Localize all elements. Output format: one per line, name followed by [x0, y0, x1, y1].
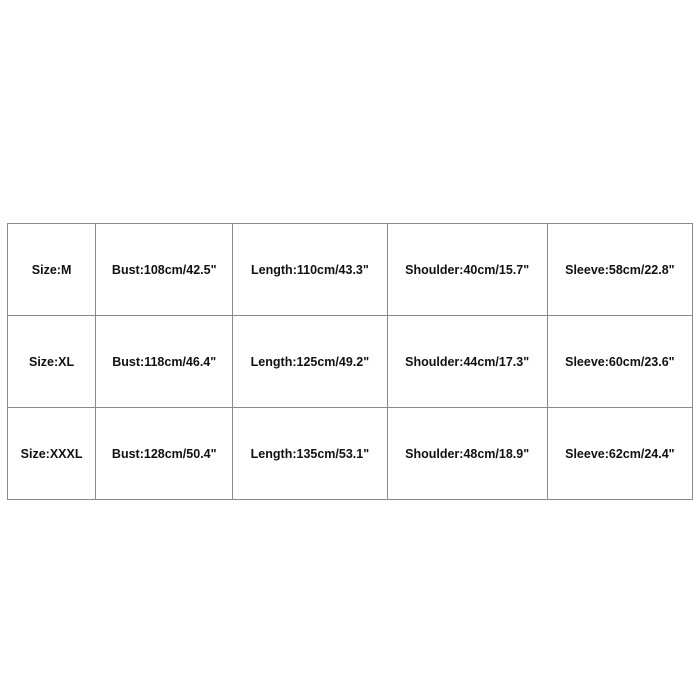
table-row: [8, 408, 693, 500]
bust-cell: Bust:118cm/46.4": [96, 316, 233, 408]
length-cell: Length:125cm/49.2": [233, 316, 387, 408]
size-cell: Size:M: [8, 224, 96, 316]
shoulder-cell: Shoulder:44cm/17.3": [387, 316, 547, 408]
bust-cell: Bust:128cm/50.4": [96, 408, 233, 500]
shoulder-cell: Shoulder:48cm/18.9": [387, 408, 547, 500]
length-cell: Length:135cm/53.1": [233, 408, 387, 500]
sleeve-cell: Sleeve:62cm/24.4": [547, 408, 692, 500]
length-cell: Length:110cm/43.3": [233, 224, 387, 316]
size-cell: Size:XXXL: [8, 408, 96, 500]
size-cell: Size:XL: [8, 316, 96, 408]
sleeve-cell: Sleeve:58cm/22.8": [547, 224, 692, 316]
sleeve-cell: Sleeve:60cm/23.6": [547, 316, 692, 408]
shoulder-cell: Shoulder:40cm/15.7": [387, 224, 547, 316]
table-row: [8, 316, 693, 408]
table-row: [8, 224, 693, 316]
bust-cell: Bust:108cm/42.5": [96, 224, 233, 316]
size-chart-table: [7, 223, 693, 500]
